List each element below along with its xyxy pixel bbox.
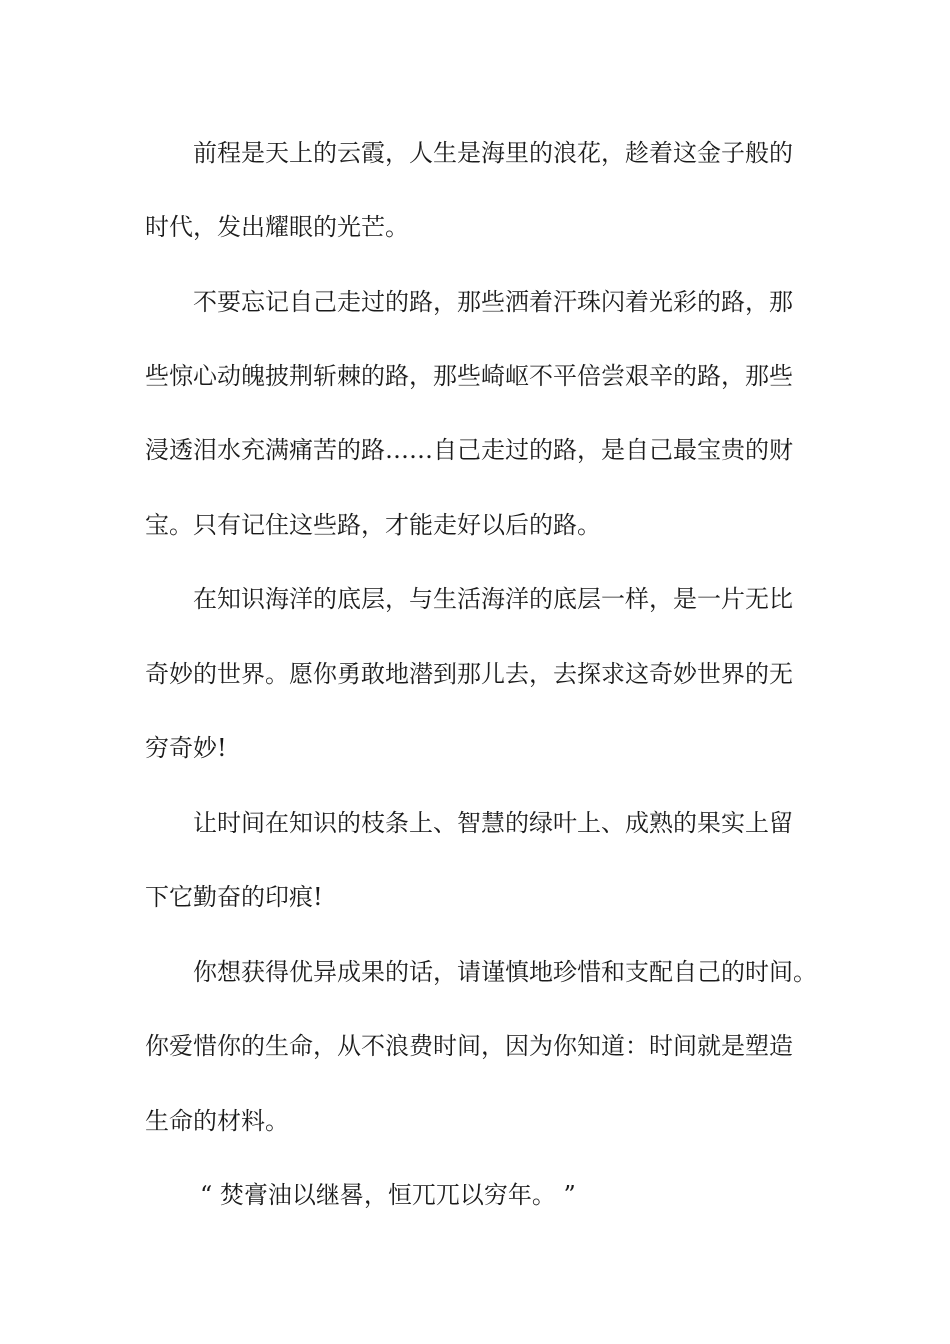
quote-line: “ 焚膏油以继晷，恒兀兀以穷年。 ” [200,1181,576,1209]
paragraph-4-line-2: 下它勤奋的印痕! [145,883,323,911]
paragraph-3-line-3: 穷奇妙! [145,734,227,762]
paragraph-2-line-2: 些惊心动魄披荆斩棘的路，那些崎岖不平倍尝艰辛的路，那些 [145,362,793,390]
paragraph-5-line-2: 你爱惜你的生命，从不浪费时间，因为你知道：时间就是塑造 [145,1032,793,1060]
paragraph-2-line-1: 不要忘记自己走过的路，那些洒着汗珠闪着光彩的路，那 [193,288,793,316]
paragraph-5-line-1: 你想获得优异成果的话，请谨慎地珍惜和支配自己的时间。 [193,958,817,986]
paragraph-2-line-3: 浸透泪水充满痛苦的路……自己走过的路，是自己最宝贵的财 [145,436,793,464]
paragraph-1-line-1: 前程是天上的云霞，人生是海里的浪花，趁着这金子般的 [193,139,793,167]
paragraph-3-line-2: 奇妙的世界。愿你勇敢地潜到那儿去，去探求这奇妙世界的无 [145,660,793,688]
paragraph-3-line-1: 在知识海洋的底层，与生活海洋的底层一样，是一片无比 [193,585,793,613]
paragraph-4-line-1: 让时间在知识的枝条上、智慧的绿叶上、成熟的果实上留 [193,809,793,837]
paragraph-1-line-2: 时代，发出耀眼的光芒。 [145,213,409,241]
paragraph-5-line-3: 生命的材料。 [145,1107,289,1135]
paragraph-2-line-4: 宝。只有记住这些路，才能走好以后的路。 [145,511,601,539]
